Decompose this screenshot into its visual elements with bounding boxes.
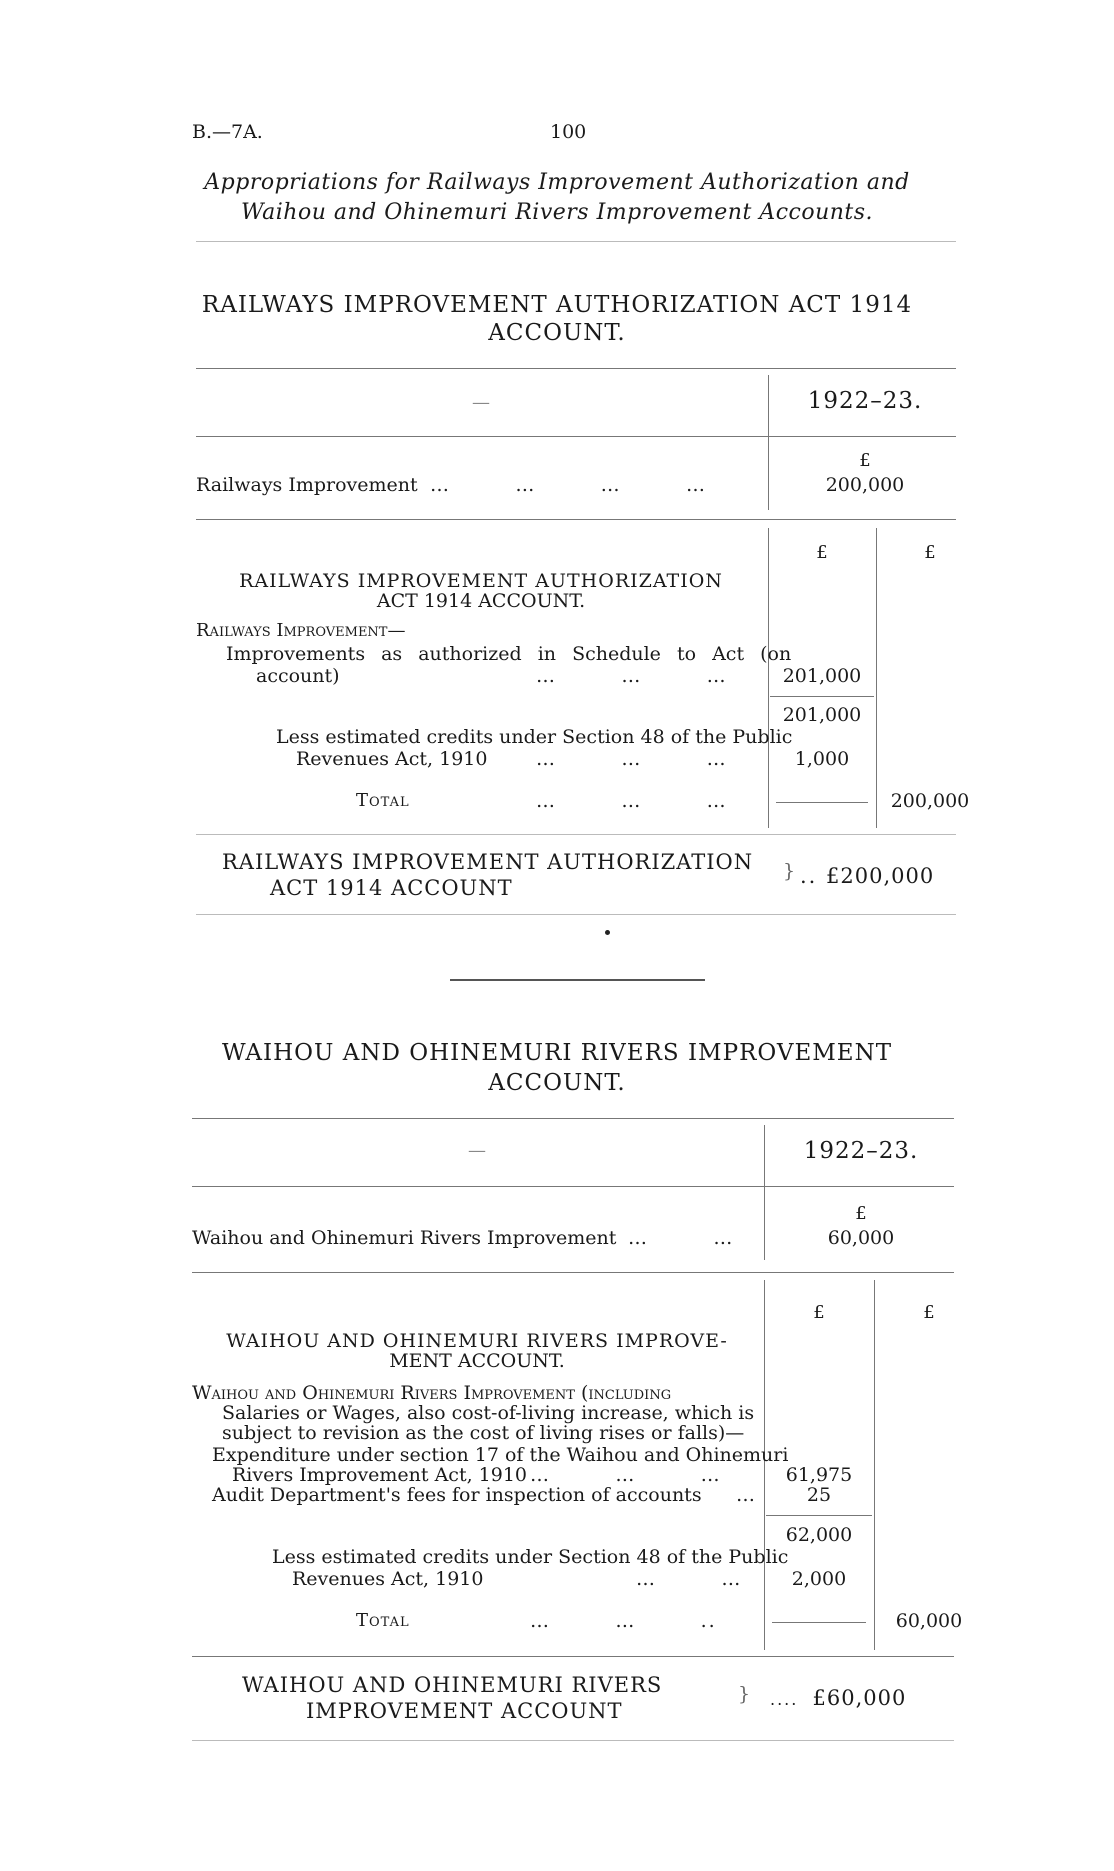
waihou-final-line-1: WAIHOU AND OHINEMURI RIVERS xyxy=(242,1673,663,1697)
waihou-summary-value: 60,000 xyxy=(827,1227,895,1249)
currency-symbol: £ xyxy=(923,1302,935,1323)
waihou-item2-line-1: Audit Department's fees for inspection of accounts xyxy=(212,1484,702,1506)
railways-subhead: Railways Improvement— xyxy=(196,620,406,641)
waihou-detail-title-line-2: MENT ACCOUNT. xyxy=(389,1350,565,1372)
waihou-less-line-2: Revenues Act, 1910 xyxy=(292,1568,484,1590)
waihou-subhead-line-3: subject to revision as the cost of living rises or falls)— xyxy=(222,1422,745,1444)
railways-less-line-2: Revenues Act, 1910 xyxy=(296,748,488,770)
waihou-final-value xyxy=(770,1686,906,1710)
railways-final-line-1: RAILWAYS IMPROVEMENT AUTHORIZATION xyxy=(222,850,754,874)
railways-less-line-1: Less estimated credits under Section 48 of the Public xyxy=(276,726,793,748)
waihou-title-line-1: WAIHOU AND OHINEMURI RIVERS IMPROVEMENT xyxy=(221,1040,893,1066)
railways-final-line-2: ACT 1914 ACCOUNT xyxy=(270,876,513,900)
currency-symbol: £ xyxy=(859,450,871,471)
total-rule xyxy=(772,1622,866,1623)
currency-symbol: £ xyxy=(816,542,828,563)
waihou-subtotal-value: 62,000 xyxy=(785,1524,853,1546)
table-rule xyxy=(196,368,956,369)
waihou-title-line-2: ACCOUNT. xyxy=(488,1070,626,1096)
subtotal-rule xyxy=(766,1515,872,1516)
document-code: B.—7A. xyxy=(192,121,263,143)
waihou-less-line-1: Less estimated credits under Section 48 of the Public xyxy=(272,1546,789,1568)
page-number: 100 xyxy=(550,121,587,143)
railways-item-line-2: account) xyxy=(256,665,340,687)
leader-dots: … … … xyxy=(536,665,728,687)
railways-final-amount: £200,000 xyxy=(826,864,935,888)
leader-dots: … … … xyxy=(530,1464,722,1486)
column-divider xyxy=(876,528,877,828)
railways-summary-value: 200,000 xyxy=(825,474,905,496)
leader-dots: … … .. xyxy=(530,1610,717,1632)
leader-dots: … … xyxy=(628,1227,735,1249)
table-rule xyxy=(192,1118,954,1119)
table-rule xyxy=(196,834,956,835)
waihou-total-value: 60,000 xyxy=(895,1610,963,1632)
leader-dots: .... xyxy=(770,1690,813,1709)
railways-summary-label: Railways Improvement xyxy=(196,474,418,496)
brace: } xyxy=(738,1683,751,1705)
column-divider xyxy=(764,1125,765,1260)
railways-column-year: 1922–23. xyxy=(807,388,923,414)
railways-subtotal-value: 201,000 xyxy=(782,704,862,726)
table-rule xyxy=(192,1656,954,1657)
subtotal-rule xyxy=(770,696,874,697)
leader-dots: … … … xyxy=(536,790,728,812)
column-header-blank: — xyxy=(472,392,490,413)
table-rule xyxy=(196,519,956,520)
ink-dot xyxy=(605,930,610,935)
railways-detail-title-line-2: ACT 1914 ACCOUNT. xyxy=(376,590,586,612)
currency-symbol: £ xyxy=(855,1203,867,1224)
railways-total-label: Total xyxy=(356,790,410,811)
leader-dots: … … … … xyxy=(430,474,707,496)
waihou-less-value: 2,000 xyxy=(791,1568,847,1590)
railways-title-line-2: ACCOUNT. xyxy=(488,320,626,346)
section-separator xyxy=(450,979,705,981)
railways-final-value xyxy=(800,864,934,888)
railways-item-value: 201,000 xyxy=(782,665,862,687)
railways-item-line-1: Improvements as authorized in Schedule to Act (on xyxy=(226,643,792,665)
column-header-blank: — xyxy=(468,1140,486,1161)
page-heading-line-1: Appropriations for Railways Improvement Authorization and xyxy=(204,170,910,195)
brace: } xyxy=(783,860,796,882)
railways-total-value: 200,000 xyxy=(890,790,970,812)
currency-symbol: £ xyxy=(924,542,936,563)
table-rule xyxy=(192,1740,954,1741)
table-rule xyxy=(196,914,956,915)
leader-dots: … … … xyxy=(536,748,728,770)
table-rule xyxy=(192,1186,954,1187)
railways-detail-title-line-1: RAILWAYS IMPROVEMENT AUTHORIZATION xyxy=(239,570,723,592)
waihou-item1-value: 61,975 xyxy=(785,1464,853,1486)
table-rule xyxy=(196,436,956,437)
waihou-detail-title-line-1: WAIHOU AND OHINEMURI RIVERS IMPROVE- xyxy=(226,1330,728,1352)
waihou-summary-label: Waihou and Ohinemuri Rivers Improvement xyxy=(192,1227,617,1249)
column-divider xyxy=(874,1280,875,1650)
table-rule xyxy=(192,1272,954,1273)
leader-dots: .. xyxy=(800,864,827,888)
waihou-subhead-line-2: Salaries or Wages, also cost-of-living increase, which is xyxy=(222,1402,755,1424)
divider xyxy=(196,241,956,242)
railways-title-line-1: RAILWAYS IMPROVEMENT AUTHORIZATION ACT 1914 xyxy=(201,292,913,318)
waihou-subhead-text: Waihou and Ohinemuri Rivers Improvement (including xyxy=(192,1382,672,1404)
column-divider xyxy=(768,528,769,828)
leader-dots: … xyxy=(736,1484,757,1506)
waihou-column-year: 1922–23. xyxy=(803,1138,919,1164)
currency-symbol: £ xyxy=(813,1302,825,1323)
page-heading-line-2: Waihou and Ohinemuri Rivers Improvement Accounts. xyxy=(240,200,874,225)
waihou-final-amount: £60,000 xyxy=(812,1686,907,1710)
column-divider xyxy=(768,375,769,510)
waihou-item1-line-2: Rivers Improvement Act, 1910 xyxy=(232,1464,528,1486)
waihou-total-label: Total xyxy=(356,1610,410,1631)
leader-dots: … … xyxy=(636,1568,743,1590)
waihou-subhead-line-1 xyxy=(192,1382,671,1404)
waihou-item2-value: 25 xyxy=(806,1484,832,1506)
waihou-final-line-2: IMPROVEMENT ACCOUNT xyxy=(306,1699,623,1723)
waihou-item1-line-1: Expenditure under section 17 of the Waihou and Ohinemuri xyxy=(212,1444,789,1466)
total-rule xyxy=(776,802,868,803)
railways-less-value: 1,000 xyxy=(794,748,850,770)
